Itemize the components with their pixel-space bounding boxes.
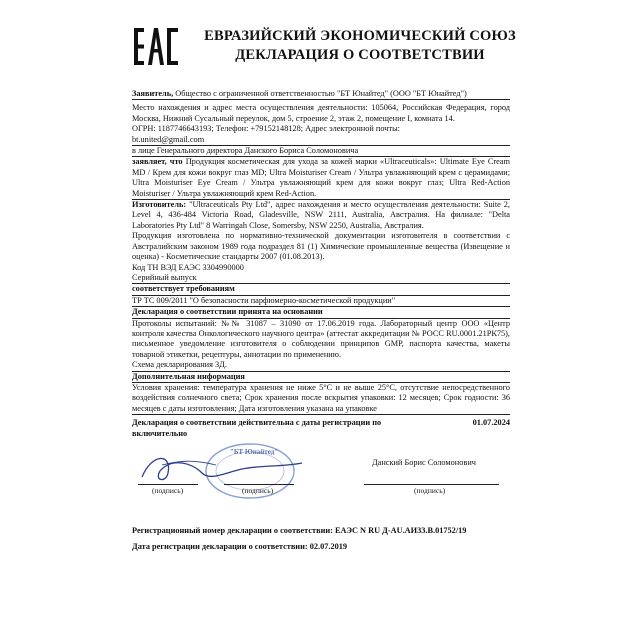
manufacturer-standards: Продукция изготовлена по нормативно-технической документации изготовителя в соответствии с Австралийским законом 1989 года подраздел 81 (1) Химические промышленные вещества (Извещение и оценка) - Косметические стандарты 2007 (01.08.2013). [132, 231, 510, 262]
registration-date: 02.07.2019 [309, 542, 348, 551]
declares-block [132, 157, 510, 200]
tn-ved-code: Код ТН ВЭД ЕАЭС 3304990000 [132, 262, 244, 272]
declares-text: Продукция косметическая для ухода за кожей марки «Ultraceuticals»: Ultimate Eye Cream MD / Крем для кожи вокруг глаз MD; Ultra Moisturiser Cream / Ультра увлажняющий крем с церамидами; Ultra Moisturiser Eye Cream / Ультра увлажняющий крем для кожи вокруг глаз; Ultra Red-Action Moisturiser / Ультра увлажняющий крем Red-Action. [132, 157, 510, 198]
sign-caption: (подпись) [152, 486, 184, 495]
applicant-email: bt.united@gmail.com [132, 135, 510, 146]
basis-label: Декларация о соответствии принята на основании [132, 307, 510, 318]
registration-number-label: Регистрационный номер декларации о соответствии: [132, 526, 333, 535]
signer-line [364, 484, 499, 485]
sign-line [138, 484, 198, 485]
applicant-line [132, 89, 510, 100]
requirements-text: ТР ТС 009/2011 "О безопасности парфюмерно-косметической продукции" [132, 296, 510, 307]
applicant-label: Заявитель, [132, 89, 174, 98]
declares-label: заявляет, что [132, 157, 183, 167]
basis-text: Протоколы испытаний: №№ 31087 – 31090 от 17.06.2019 года. Лабораторный центр ООО «Центр контроля качества Онкологического научного центра» (аттестат аккредитации № РОСС RU.0001.21РК75), письменное уведомление изготовителя о соблюдении принципов GMP, паспорта качества, макеты товарной этикетки, рецептуры, аннотации по применению. [132, 318, 510, 359]
manufacturer-text: "Ultraceuticals Pty Ltd", адрес нахождения и место осуществления деятельности: Suite 2, Level 4, 436-484 Victoria Road, Gladesville, NSW 2111, Australia, Австралия. На филиале: "Delta Laboratories Pty Ltd" 8 Warringah Close, Somersby, NSW 2250, Australia, Австралия. [132, 200, 511, 230]
additional-info-label: Дополнительная информация [132, 372, 510, 383]
declaration-body [132, 89, 510, 552]
validity-label: Декларация о соответствии действительна с даты регистрации по [132, 418, 382, 428]
eac-logo-icon [133, 25, 179, 69]
validity-inclusive: включительно [132, 428, 188, 438]
manufacturer-label: Изготовитель: [132, 200, 187, 210]
applicant-contacts: ОГРН: 1187746643193; Телефон: +79152148128; Адрес электронной почты: [132, 124, 400, 134]
registration-date-line [132, 541, 510, 552]
batch-type: Серийный выпуск [132, 273, 510, 284]
declaration-title: ДЕКЛАРАЦИЯ О СООТВЕТСТВИИ [235, 47, 485, 63]
handwritten-signature-icon [142, 458, 302, 479]
validity-date: 01.07.2024 [472, 418, 510, 428]
document-header [195, 27, 525, 65]
requirements-label: соответствует требованиям [132, 284, 510, 295]
signature-area [132, 443, 510, 499]
declaration-scheme: Схема декларирования 3Д. [132, 360, 510, 371]
additional-info-text: Условия хранения: температура хранения не ниже 5°С и не выше 25°С, отсутствие непосредственного воздействия солнечного света; Срок хранения после вскрытия упаковки: 12 месяцев; Срок годности: 36 месяцев с даты изготовления; Дата изготовления указана на упаковке [132, 383, 510, 415]
signer-name: Данский Борис Соломонович [372, 458, 476, 467]
union-title: ЕВРАЗИЙСКИЙ ЭКОНОМИЧЕСКИЙ СОЮЗ [204, 28, 516, 44]
represented-by: в лице Генерального директора Данского Бориса Соломоновича [132, 146, 510, 157]
applicant-address: Место нахождения и адрес места осуществления деятельности: 105064, Российская Федерация, город Москва, Нижний Сусальный переулок, дом 5, строение 2, этаж 2, помещение I, комната 14. [132, 103, 510, 123]
registration-number-line [132, 525, 510, 536]
seal-sign-line [224, 484, 294, 485]
registration-number: ЕАЭС N RU Д-AU.АИ33.В.01752/19 [335, 526, 467, 535]
registration-date-label: Дата регистрации декларации о соответствии: [132, 542, 308, 551]
manufacturer-block [132, 200, 510, 231]
applicant-name: Общество с ограниченной ответственностью "БТ Юнайтед" (ООО "БТ Юнайтед") [175, 89, 467, 98]
signer-caption: (подпись) [414, 486, 446, 495]
seal-company-text: "БТ Юнайтед" [230, 448, 279, 456]
validity-line [132, 418, 510, 428]
seal-caption: (подпись) [242, 486, 274, 495]
